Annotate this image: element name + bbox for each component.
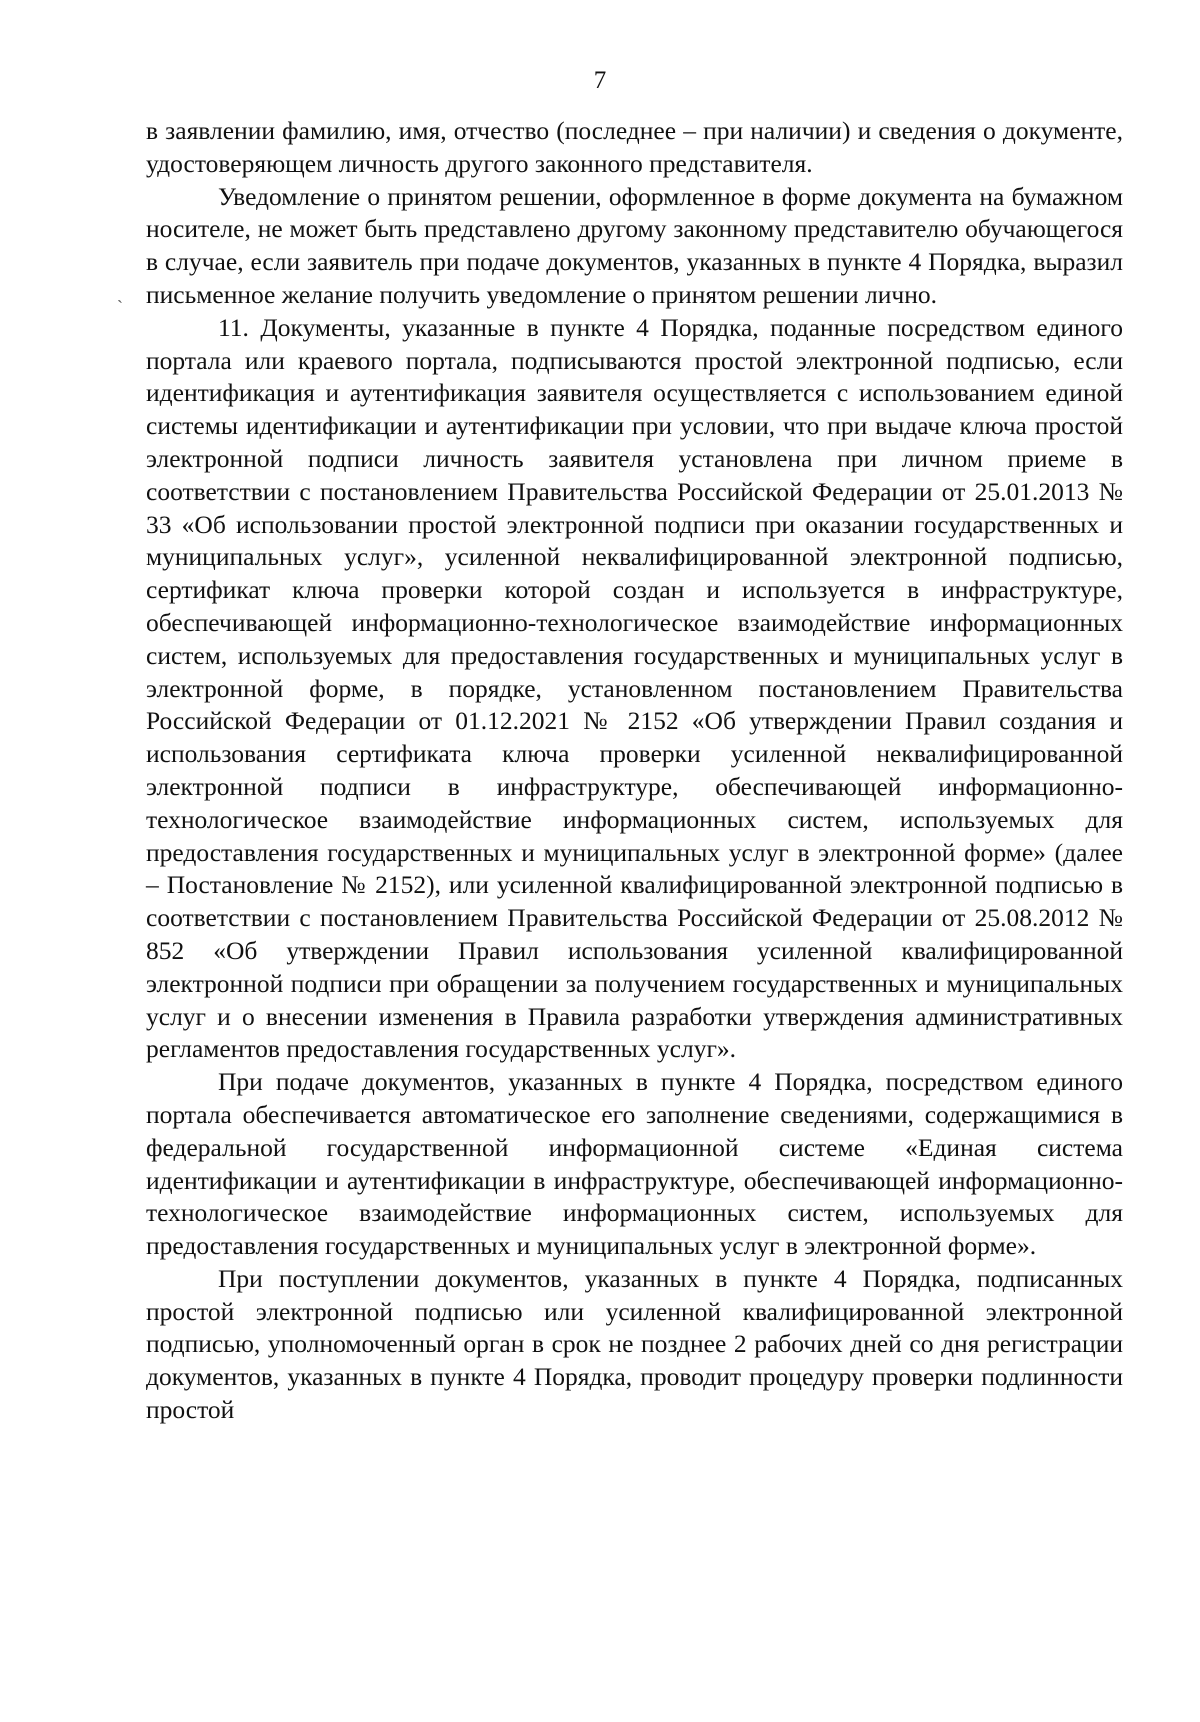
paragraph-signature-check: При поступлении документов, указанных в пункте 4 Порядка, подписанных простой электронной подписью или усиленной квалифицированной электронной подписью, уполномоченный орган в срок не позднее 2 рабочих дней со дня регистрации документов, указанных в пункте 4 Порядка, проводит процедуру проверки подлинности простой <box>146 1263 1123 1425</box>
paragraph-continuation: в заявлении фамилию, имя, отчество (последнее – при наличии) и сведения о документе, удостоверяющем личность другого законного представителя. <box>146 116 1123 178</box>
paragraph-item-11: 11. Документы, указанные в пункте 4 Порядка, поданные посредством единого портала или краевого портала, подписываются простой электронной подписью, если идентификация и аутентификация заявителя осуществляется с использованием единой системы идентификации и аутентификации при условии, что при выдаче ключа простой электронной подписи личность заявителя установлена при личном приеме в соответствии с постановлением Правительства Российской Федерации от 25.01.2013 № 33 «Об использовании простой электронной подписи при оказании государственных и муниципальных услуг», усиленной неквалифицированной электронной подписью, сертификат ключа проверки которой создан и используется в инфраструктуре, обеспечивающей информационно-технологическое взаимодействие информационных систем, используемых для предоставления государственных и муниципальных услуг в электронной форме, в порядке, установленном постановлением Правительства Российской Федерации от 01.12.2021 № 2152 «Об утверждении Правил создания и использования сертификата ключа проверки усиленной неквалифицированной электронной подписи в инфраструктуре, обеспечивающей информационно-технологическое взаимодействие информационных систем, используемых для предоставления государственных и муниципальных услуг в электронной форме» (далее – Постановление № 2152), или усиленной квалифицированной электронной подписью в соответствии с постановлением Правительства Российской Федерации от 25.08.2012 № 852 «Об утверждении Правил использования усиленной квалифицированной электронной подписи при обращении за получением государственных и муниципальных услуг и о внесении изменения в Правила разработки утверждения административных регламентов предоставления государственных услуг». <box>146 312 1123 1064</box>
margin-mark: ˏ <box>117 283 123 303</box>
paragraph-notification: Уведомление о принятом решении, оформленное в форме документа на бумажном носителе, не может быть представлено другому законному представителю обучающегося в случае, если заявитель при подаче документов, указанных в пункте 4 Порядка, выразил письменное желание получить уведомление о принятом решении лично. <box>146 181 1123 309</box>
paragraph-single-portal: При подаче документов, указанных в пункте 4 Порядка, посредством единого портала обеспечивается автоматическое его заполнение сведениями, содержащимися в федеральной государственной информационной системе «Единая система идентификации и аутентификации в инфраструктуре, обеспечивающей информационно-технологическое взаимодействие информационных систем, используемых для предоставления государственных и муниципальных услуг в электронной форме». <box>146 1067 1123 1261</box>
document-body <box>146 115 1123 1427</box>
page-number: 7 <box>593 67 607 94</box>
